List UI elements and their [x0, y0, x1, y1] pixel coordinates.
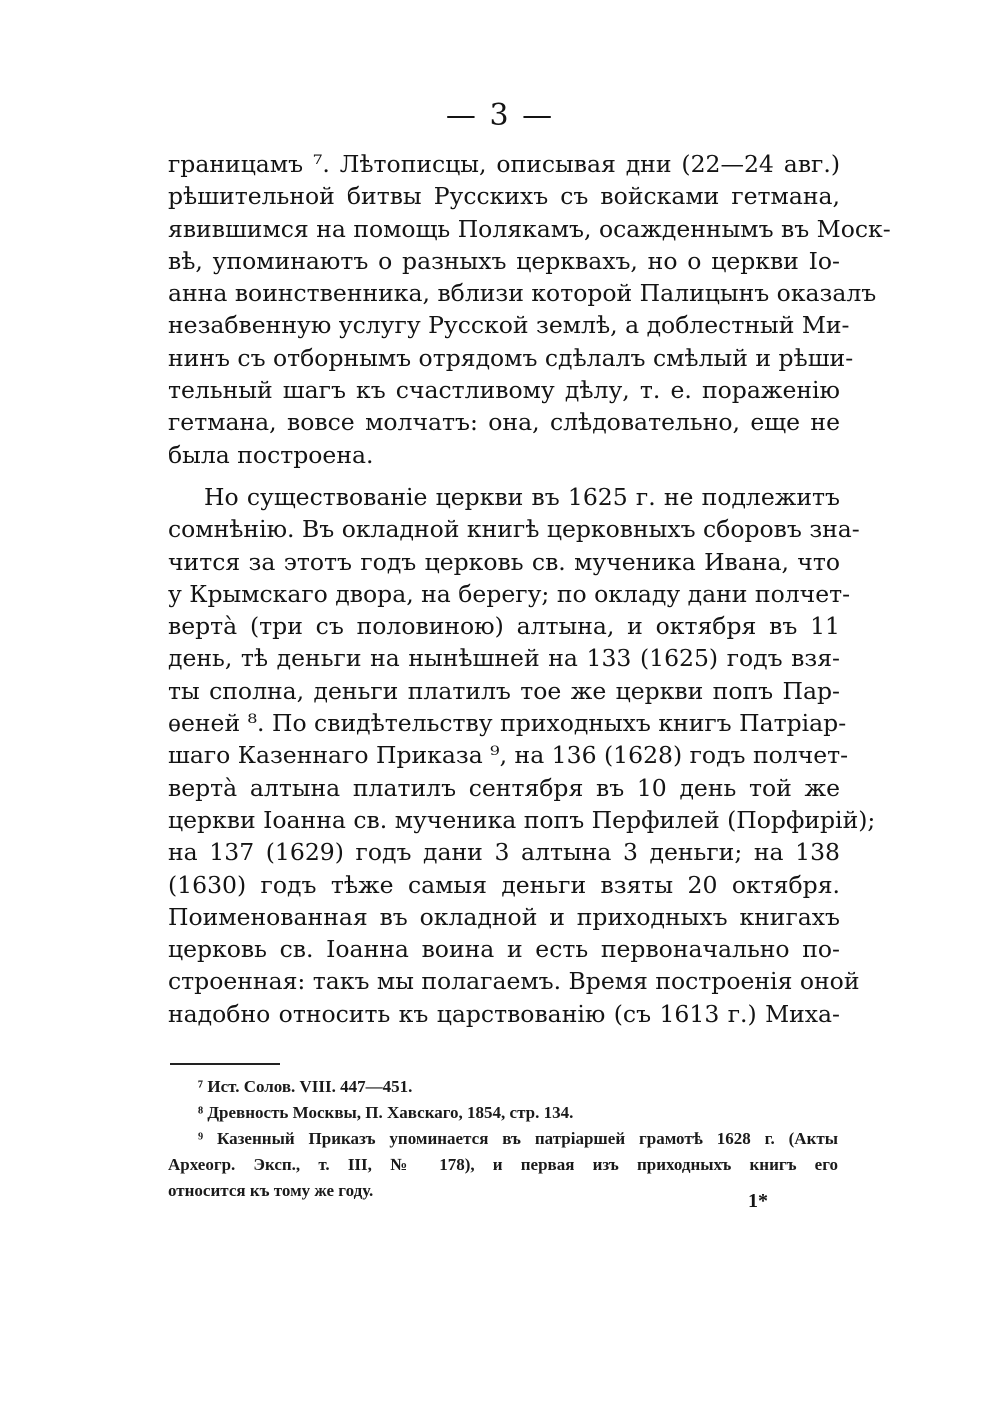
footnote: ⁷ Ист. Солов. VIII. 447—451. [198, 1077, 413, 1096]
text-line: вѣ, упоминаютъ о разныхъ церквахъ, но о церкви Іо- [168, 246, 840, 275]
signature-mark: 1* [748, 1190, 768, 1212]
text-line: явившимся на помощь Полякамъ, осажденнымъ въ Моск- [168, 214, 891, 243]
text-line: незабвенную услугу Русской землѣ, а доблестный Ми- [168, 311, 850, 340]
text-line: границамъ ⁷. Лѣтописцы, описывая дни (22—24 авг.) [168, 150, 840, 178]
text-line: на 137 (1629) годъ дани 3 алтына 3 деньги; на 138 [168, 838, 840, 867]
footnote: ⁹ Казенный Приказъ упоминается въ патріаршей грамотѣ 1628 г. (Акты [198, 1129, 838, 1148]
footnote-continuation: Археогр. Эксп., т. III, № 178), и первая изъ приходныхъ книгъ его [168, 1155, 838, 1174]
body-text [168, 148, 891, 1030]
page-number: — 3 — [445, 98, 555, 133]
footnotes [168, 1074, 838, 1204]
footnote-separator [170, 1063, 280, 1065]
text-line: нинъ съ отборнымъ отрядомъ сдѣлалъ смѣлый и рѣши- [168, 343, 854, 372]
text-line: у Крымскаго двора, на берегу; по окладу дани полчет- [168, 579, 851, 608]
text-line: анна воинственника, вблизи которой Палицынъ оказалъ [168, 279, 877, 308]
text-line: церковь св. Іоанна воина и есть первоначально по- [168, 935, 840, 964]
text-line: (1630) годъ тѣже самыя деньги взяты 20 октября. [168, 870, 840, 899]
text-line: чится за этотъ годъ церковь св. мученика Ивана, что [168, 547, 840, 576]
text-line: день, тѣ деньги на нынѣшней на 133 (1625) годъ взя- [168, 644, 840, 673]
text-line: ѳеней ⁸. По свидѣтельству приходныхъ книгъ Патріар- [168, 709, 847, 738]
text-line: ты сполна, деньги платилъ тое же церкви попъ Пар- [168, 676, 840, 705]
text-line: церкви Іоанна св. мученика попъ Перфилей (Порфирій); [168, 805, 876, 834]
text-line: была построена. [168, 440, 374, 469]
text-line: сомнѣнію. Въ окладной книгѣ церковныхъ сборовъ зна- [168, 515, 860, 544]
text-line: строенная: такъ мы полагаемъ. Время построенія оной [168, 967, 860, 996]
text-line: шаго Казеннаго Приказа ⁹, на 136 (1628) годъ полчет- [168, 741, 849, 770]
footnote: ⁸ Древность Москвы, П. Хавскаго, 1854, стр. 134. [198, 1103, 574, 1122]
footnote-continuation: относится къ тому же году. [168, 1181, 374, 1200]
text-line: тельный шагъ къ счастливому дѣлу, т. е. пораженію [168, 376, 840, 405]
text-line: надобно относить къ царствованію (съ 1613 г.) Миха- [168, 999, 840, 1028]
text-line: Но существованіе церкви въ 1625 г. не подлежитъ [204, 482, 840, 511]
text-line: гетмана, вовсе молчатъ: она, слѣдовательно, еще не [168, 408, 840, 437]
text-line: вертà алтына платилъ сентября въ 10 день той же [168, 773, 840, 802]
text-line: Поименованная въ окладной и приходныхъ книгахъ [168, 902, 840, 931]
text-line: вертà (три съ половиною) алтына, и октября въ 11 [168, 612, 840, 641]
text-line: рѣшительной битвы Русскихъ съ войсками гетмана, [168, 182, 840, 211]
